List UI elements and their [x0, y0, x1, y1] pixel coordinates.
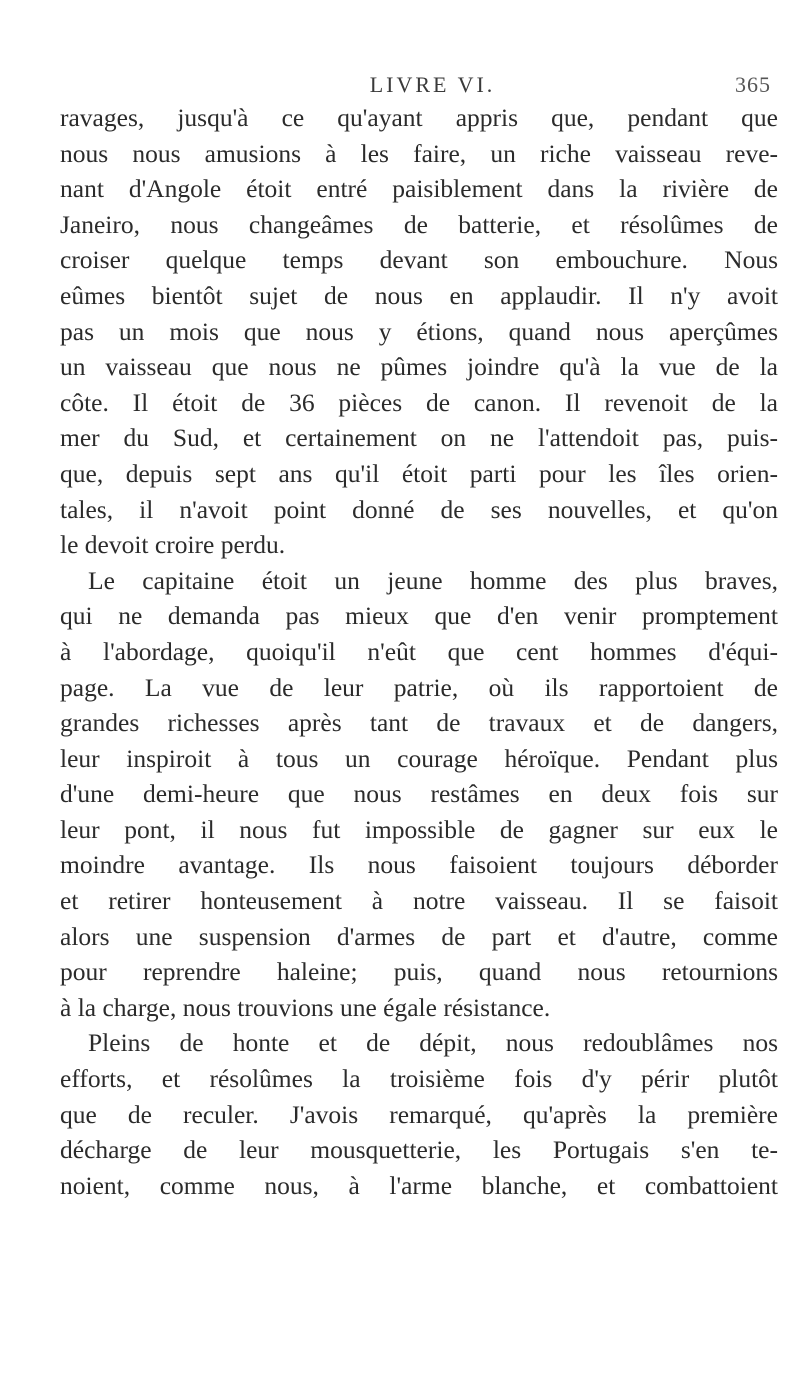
text-line: noient, comme nous, à l'arme blanche, et combattoient — [60, 1170, 778, 1200]
text-line: décharge de leur mousquetterie, les Portugais s'en te- — [60, 1135, 778, 1165]
text-line: à la charge, nous trouvions une égale résistance. — [60, 992, 551, 1022]
text-line: ravages, jusqu'à ce qu'ayant appris que, pendant que — [60, 103, 778, 132]
text-line: page. La vue de leur patrie, où ils rapportoient de — [60, 672, 778, 702]
text-line: moindre avantage. Ils nous faisoient toujours déborder — [60, 850, 778, 880]
text-line: Le capitaine étoit un jeune homme des plus braves, — [88, 565, 778, 595]
text-line: croiser quelque temps devant son embouchure. Nous — [60, 245, 778, 275]
text-line: leur pont, il nous fut impossible de gagner sur eux le — [60, 814, 778, 844]
text-line: Pleins de honte et de dépit, nous redoublâmes nos — [88, 1028, 778, 1058]
text-line: eûmes bientôt sujet de nous en applaudir. Il n'y avoit — [60, 280, 778, 310]
running-title: LIVRE VI. — [369, 72, 496, 97]
text-line: d'une demi-heure que nous restâmes en deux fois sur — [60, 779, 778, 809]
body-text — [60, 100, 778, 1203]
text-line: leur inspiroit à tous un courage héroïque. Pendant plus — [60, 743, 778, 773]
text-line: à l'abordage, quoiqu'il n'eût que cent hommes d'équi- — [60, 636, 778, 666]
text-line: Janeiro, nous changeâmes de batterie, et résolûmes de — [60, 209, 778, 239]
text-line: grandes richesses après tant de travaux et de dangers, — [60, 708, 778, 738]
running-header — [90, 72, 775, 102]
text-line: que de reculer. J'avois remarqué, qu'après la première — [60, 1099, 778, 1129]
text-line: côte. Il étoit de 36 pièces de canon. Il revenoit de la — [60, 387, 778, 417]
text-line: que, depuis sept ans qu'il étoit parti pour les îles orien- — [60, 458, 778, 488]
text-line: pour reprendre haleine; puis, quand nous retournions — [60, 957, 778, 987]
text-line: alors une suspension d'armes de part et d'autre, comme — [60, 921, 778, 951]
text-line: efforts, et résolûmes la troisième fois d'y périr plutôt — [60, 1064, 778, 1094]
text-line: qui ne demanda pas mieux que d'en venir promptement — [60, 601, 778, 631]
text-line: nous nous amusions à les faire, un riche vaisseau reve- — [60, 138, 778, 168]
text-line: le devoit croire perdu. — [60, 530, 286, 560]
text-line: pas un mois que nous y étions, quand nous aperçûmes — [60, 316, 778, 346]
text-line: et retirer honteusement à notre vaisseau. Il se faisoit — [60, 886, 778, 916]
text-line: mer du Sud, et certainement on ne l'attendoit pas, puis- — [60, 423, 778, 453]
text-line: un vaisseau que nous ne pûmes joindre qu'à la vue de la — [60, 352, 778, 382]
page-number: 365 — [735, 72, 771, 97]
text-line: nant d'Angole étoit entré paisiblement dans la rivière de — [60, 174, 778, 204]
text-line: tales, il n'avoit point donné de ses nouvelles, et qu'on — [60, 494, 778, 524]
